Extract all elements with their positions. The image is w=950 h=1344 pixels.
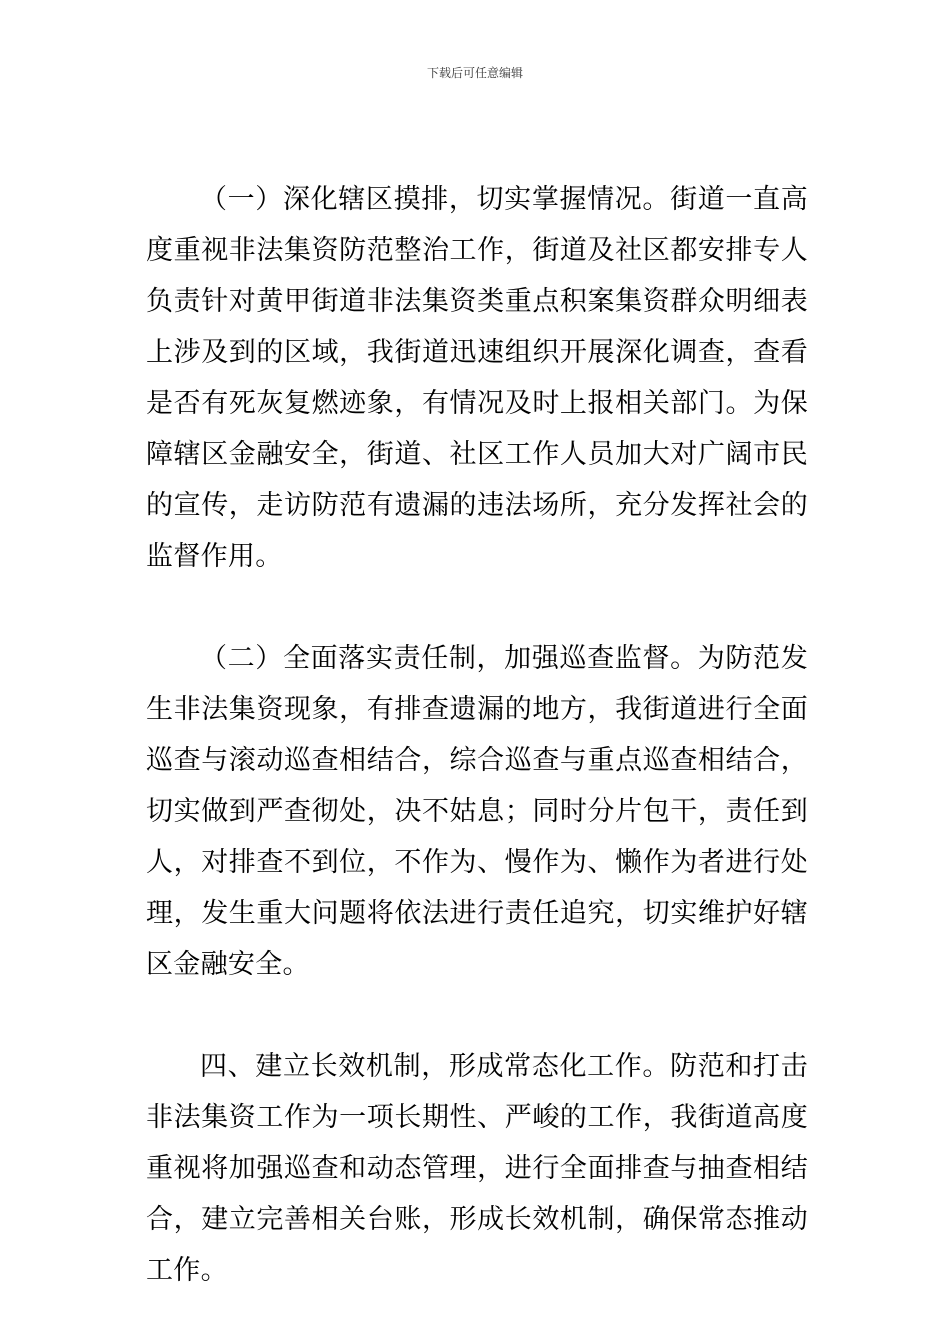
paragraph-1: （一）深化辖区摸排，切实掌握情况。街道一直高度重视非法集资防范整治工作，街道及社区都安排专人负责针对黄甲街道非法集资类重点积案集资群众明细表上涉及到的区域，我街道迅速组织开展深化调查，查看是否有死灰复燃迹象，有情况及时上报相关部门。为保障辖区金融安全，街道、社区工作人员加大对广阔市民的宣传，走访防范有遗漏的违法场所，充分发挥社会的监督作用。 xyxy=(146,184,808,572)
paragraph-2: （二）全面落实责任制，加强巡查监督。为防范发生非法集资现象，有排查遗漏的地方，我街道进行全面巡查与滚动巡查相结合，综合巡查与重点巡查相结合，切实做到严查彻处，决不姑息；同时分片包干，责任到人，对排查不到位，不作为、慢作为、懒作为者进行处理，发生重大问题将依法进行责任追究，切实维护好辖区金融安全。 xyxy=(146,643,808,980)
paragraph-3: 四、建立长效机制，形成常态化工作。防范和打击非法集资工作为一项长期性、严峻的工作，我街道高度重视将加强巡查和动态管理，进行全面排查与抽查相结合，建立完善相关台账，形成长效机制，确保常态推动工作。 xyxy=(146,1051,808,1286)
page-header-note: 下载后可任意编辑 xyxy=(426,66,523,80)
document-body xyxy=(146,174,808,1296)
